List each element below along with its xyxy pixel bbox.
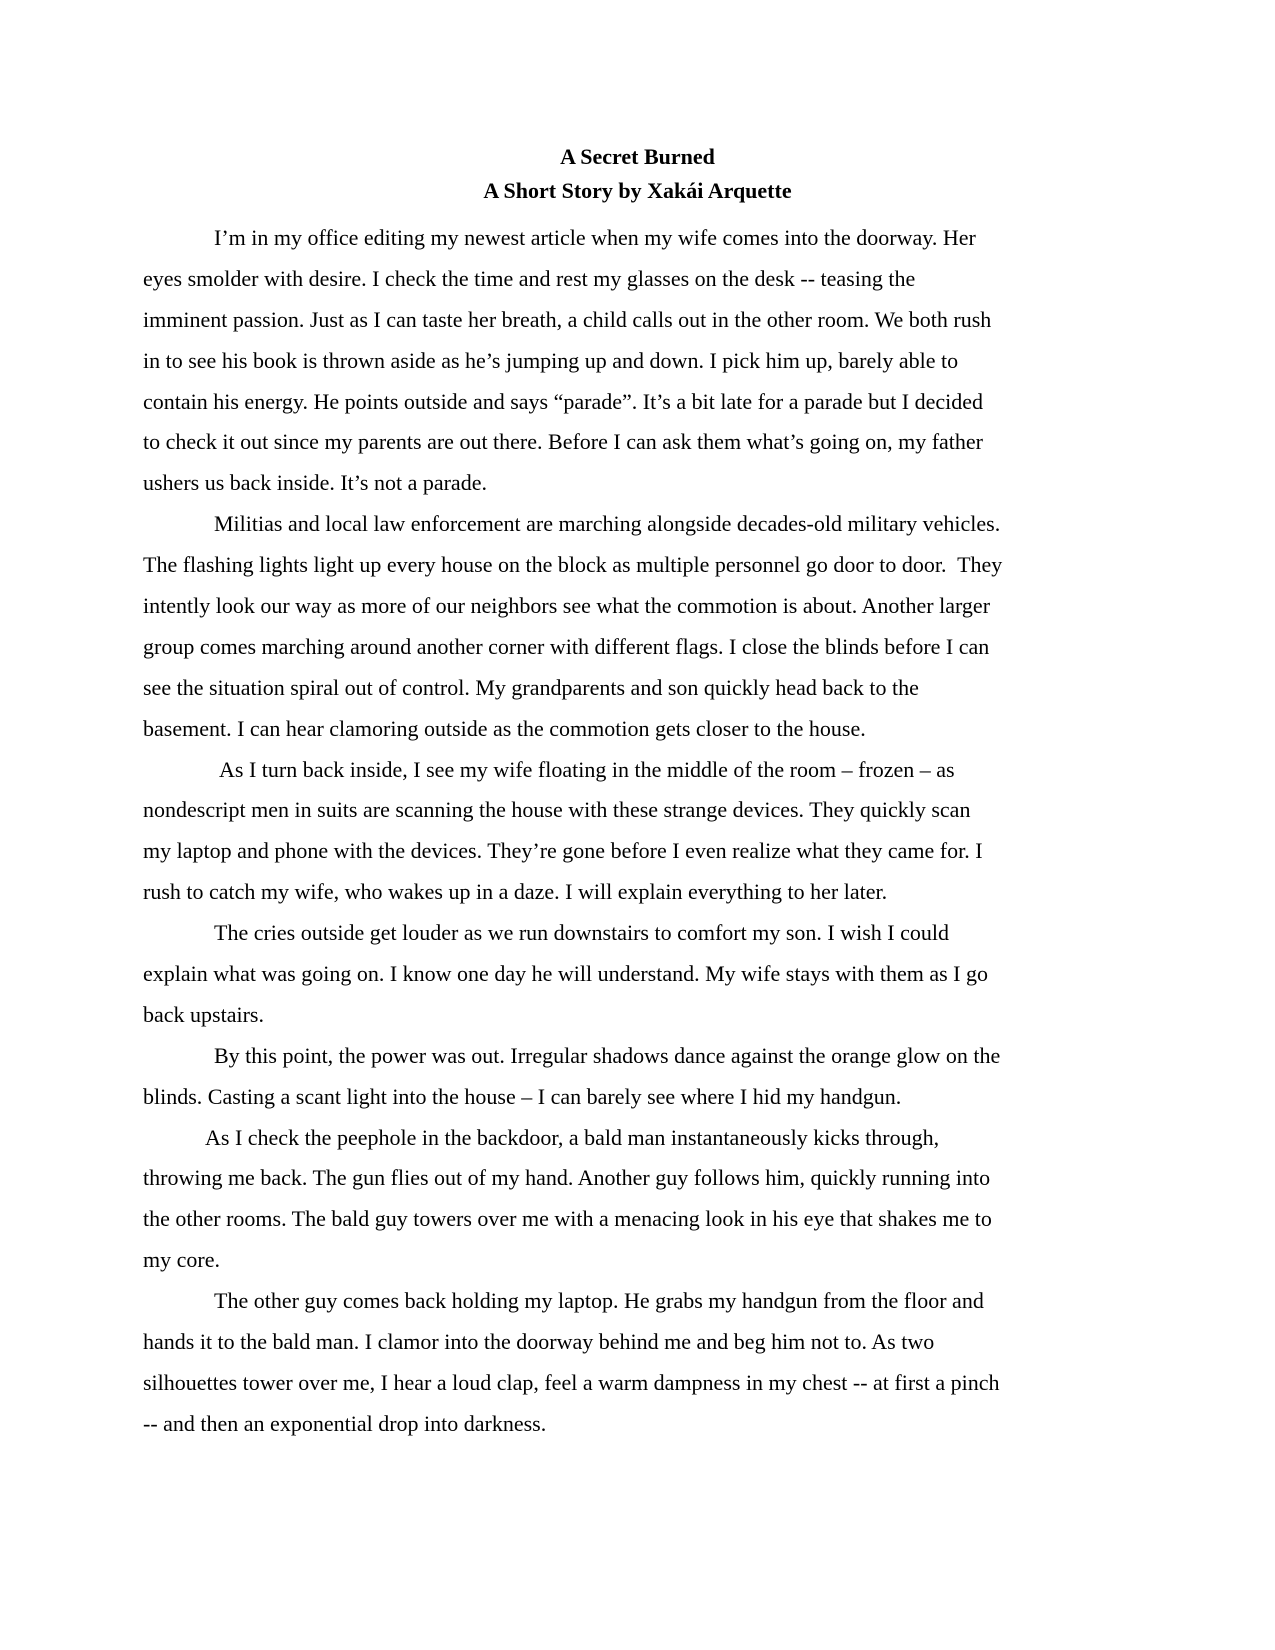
paragraph-line: I’m in my office editing my newest article when my wife comes into the doorway. Her xyxy=(214,225,976,250)
paragraph-line: group comes marching around another corner with different flags. I close the blinds before I can xyxy=(143,633,990,659)
paragraph-line: rush to catch my wife, who wakes up in a daze. I will explain everything to her later. xyxy=(143,879,888,905)
paragraph-line: basement. I can hear clamoring outside as the commotion gets closer to the house. xyxy=(143,715,866,741)
paragraph-line: As I check the peephole in the backdoor, a bald man instantaneously kicks through, xyxy=(205,1124,940,1150)
story-paragraph xyxy=(143,1118,1083,1282)
paragraph-line: contain his energy. He points outside and says “parade”. It’s a bit late for a parade but I decided xyxy=(143,388,983,414)
story-byline: A Short Story by Xakái Arquette xyxy=(483,178,792,203)
paragraph-line: blinds. Casting a scant light into the house – I can barely see where I hid my handgun. xyxy=(143,1083,902,1109)
paragraph-line: imminent passion. Just as I can taste her breath, a child calls out in the other room. We both rush xyxy=(143,306,992,332)
paragraph-line: ushers us back inside. It’s not a parade. xyxy=(143,470,487,496)
paragraph-line: The cries outside get louder as we run downstairs to comfort my son. I wish I could xyxy=(214,920,950,946)
paragraph-line: nondescript men in suits are scanning the house with these strange devices. They quickly scan xyxy=(143,797,971,823)
paragraph-line: intently look our way as more of our neighbors see what the commotion is about. Another larger xyxy=(143,593,991,619)
paragraph-line: back upstairs. xyxy=(143,1001,264,1027)
paragraph-line: to check it out since my parents are out there. Before I can ask them what’s going on, my father xyxy=(143,429,984,455)
story-title: A Secret Burned xyxy=(560,144,715,169)
paragraph-line: As I turn back inside, I see my wife floating in the middle of the room – frozen – as xyxy=(219,756,955,782)
paragraph-line: eyes smolder with desire. I check the time and rest my glasses on the desk -- teasing the xyxy=(143,265,916,291)
paragraph-line: my laptop and phone with the devices. They’re gone before I even realize what they came for. I xyxy=(143,838,983,864)
story-paragraph xyxy=(143,913,1083,1036)
paragraph-line: see the situation spiral out of control. My grandparents and son quickly head back to the xyxy=(143,674,919,700)
paragraph-line: in to see his book is thrown aside as he’s jumping up and down. I pick him up, barely able to xyxy=(143,347,959,373)
paragraph-line: The flashing lights light up every house on the block as multiple personnel go door to door. They xyxy=(143,552,1003,578)
story-paragraph xyxy=(143,218,1083,504)
paragraph-line: The other guy comes back holding my laptop. He grabs my handgun from the floor and xyxy=(214,1288,984,1314)
paragraph-line: silhouettes tower over me, I hear a loud clap, feel a warm dampness in my chest -- at first a pinch xyxy=(143,1369,1000,1395)
paragraph-line: throwing me back. The gun flies out of my hand. Another guy follows him, quickly running into xyxy=(143,1165,991,1191)
story-paragraph xyxy=(143,504,1083,749)
paragraph-line: -- and then an exponential drop into darkness. xyxy=(143,1410,547,1436)
story-paragraph xyxy=(143,1036,1083,1118)
story-paragraph xyxy=(143,1281,1083,1445)
paragraph-line: explain what was going on. I know one day he will understand. My wife stays with them as I go xyxy=(143,961,989,987)
paragraph-line: Militias and local law enforcement are marching alongside decades-old military vehicles. xyxy=(214,511,1001,537)
story-paragraph xyxy=(143,750,1083,914)
paragraph-line: the other rooms. The bald guy towers over me with a menacing look in his eye that shakes me to xyxy=(143,1206,992,1232)
paragraph-line: By this point, the power was out. Irregular shadows dance against the orange glow on the xyxy=(214,1042,1001,1068)
paragraph-line: hands it to the bald man. I clamor into the doorway behind me and beg him not to. As two xyxy=(143,1329,935,1355)
paragraph-line: my core. xyxy=(143,1247,220,1273)
story-body xyxy=(143,218,1083,1445)
